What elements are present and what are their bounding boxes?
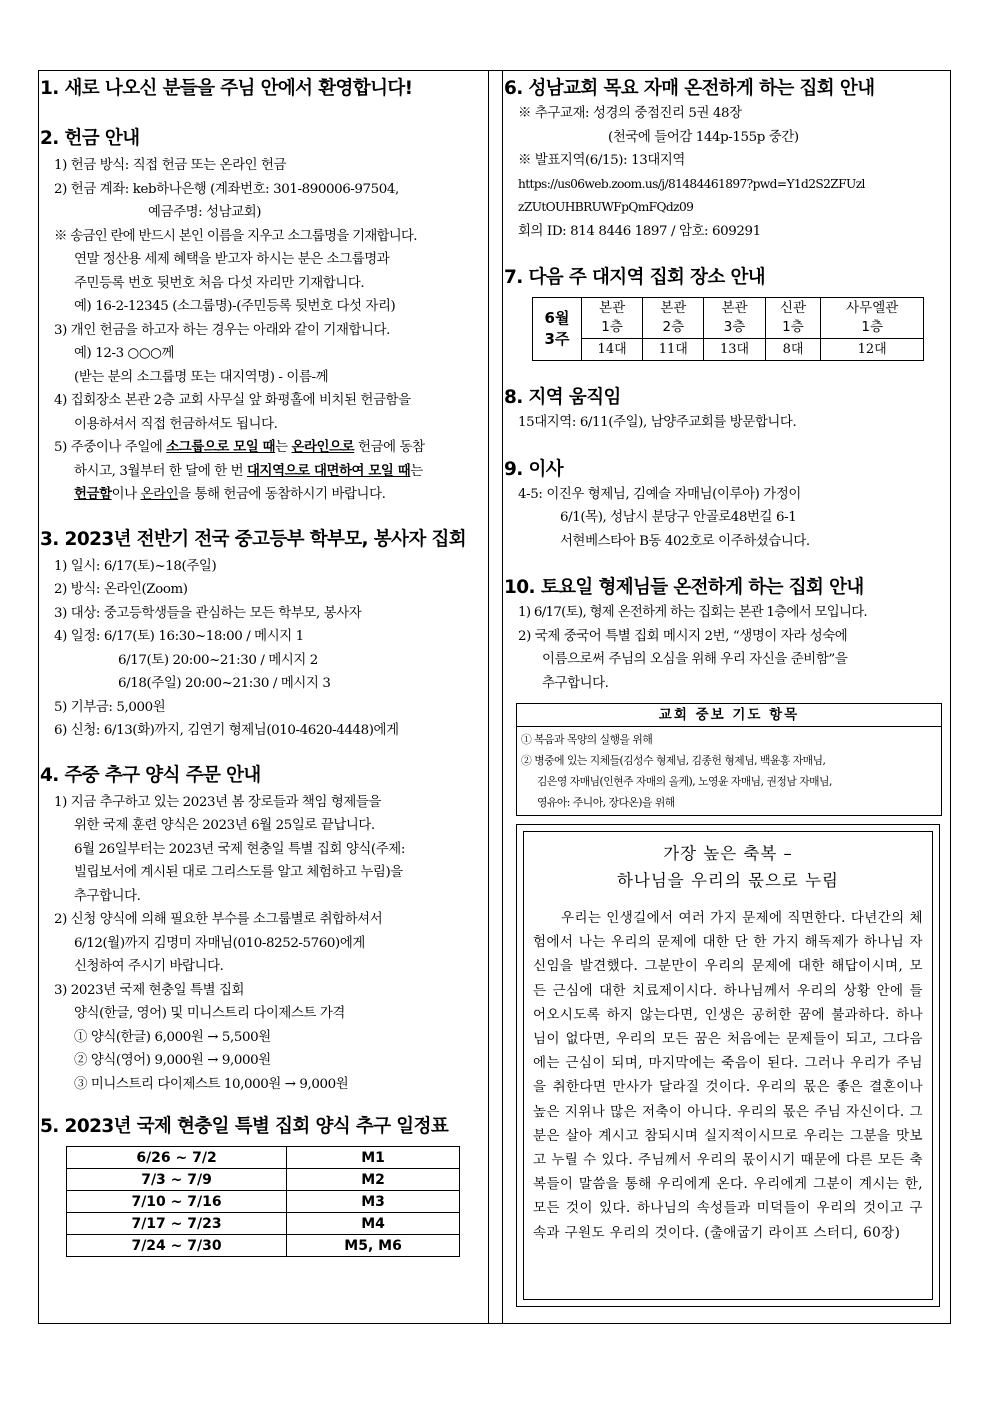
location-table [532, 297, 924, 361]
text-span: 는 [275, 440, 292, 455]
section-title: 4. 주중 추구 양식 주문 안내 [40, 764, 261, 786]
date-cell: 7/17 ~ 7/23 [67, 1213, 287, 1235]
table-row [67, 1169, 460, 1191]
section-offering [40, 126, 486, 507]
text-line: 6) 신청: 6/13(화)까지, 김연기 형제님(010-4620-4448)에게 [54, 723, 399, 738]
text-line: 1) 헌금 방식: 직접 헌금 또는 온라인 헌금 [54, 158, 287, 173]
prayer-item: ② 병중에 있는 지체들(김성수 형제님, 김종헌 형제님, 백윤홍 자매님, [521, 754, 826, 767]
section-title: 5. 2023년 국제 현충일 특별 집회 양식 추구 일정표 [40, 1116, 449, 1137]
note-line: ※ 추구교재: 성경의 중점진리 5권 48장 [518, 106, 742, 121]
date-cell: 7/24 ~ 7/30 [67, 1235, 287, 1257]
building-cell [765, 298, 821, 339]
date-cell: 6/26 ~ 7/2 [67, 1147, 287, 1169]
text-line: (받는 분의 소그룹명 또는 대지역명) - 이름-께 [74, 369, 329, 385]
emphasis-span: 헌금함 [74, 486, 112, 502]
text-line: 2) 헌금 계좌: keb하나은행 (계좌번호: 301-890006-97504, [54, 181, 399, 197]
section-title: 9. 이사 [504, 458, 564, 480]
text-span: 이나 [111, 487, 141, 502]
table-row [67, 1191, 460, 1213]
text-line: 6/18(주일) 20:00~21:30 / 메시지 3 [118, 676, 331, 691]
date-cell: 7/3 ~ 7/9 [67, 1169, 287, 1191]
left-column [40, 74, 486, 1257]
text-line: (천국에 들어감 144p-155p 중간) [608, 129, 799, 145]
week-cell [533, 298, 582, 361]
building-name: 사무엘관 [846, 300, 899, 316]
text-line: 연말 정산용 세제 혜택을 받고자 하시는 분은 소그룹명과 [74, 252, 390, 267]
section-title: 7. 다음 주 대지역 집회 장소 안내 [504, 267, 765, 288]
prayer-title: 교회 중보 기도 항목 [517, 704, 941, 727]
text-line: 이름으로써 주님의 오심을 위해 우리 자신을 준비함”을 [542, 652, 848, 667]
building-cell [582, 298, 643, 339]
building-name: 본관 [660, 300, 687, 316]
text-line: 예) 12-3 ○○○께 [74, 346, 174, 361]
text-line: 1) 지금 추구하고 있는 2023년 봄 장로들과 책임 형제들을 [54, 794, 381, 810]
message-cell: M1 [287, 1147, 460, 1169]
text-line: 빌립보서에 계시된 대로 그리스도를 알고 체험하고 누림)을 [74, 865, 403, 880]
text-line: 3) 대상: 중고등학생들을 관심하는 모든 학부모, 봉사자 [54, 605, 362, 621]
building-name: 본관 [721, 300, 748, 316]
building-floor: 3층 [723, 319, 746, 335]
text-line: 1) 일시: 6/17(토)~18(주일) [54, 558, 217, 574]
emphasis-span: 온라인으로 [291, 439, 355, 455]
section-sisters-meeting [504, 76, 950, 243]
note-line: ※ 송금인 란에 반드시 본인 이름을 지우고 소그룹명을 기재합니다. [54, 228, 417, 244]
price-line: ③ 미니스트리 다이제스트 10,000원 → 9,000원 [74, 1076, 349, 1092]
section-title: 2. 헌금 안내 [40, 128, 140, 149]
section-welcome [40, 76, 486, 102]
zoom-link[interactable]: zZUtOUHBRUWFpQmFQdz09 [518, 200, 694, 214]
message-cell: M4 [287, 1213, 460, 1235]
section-title: 8. 지역 움직임 [504, 387, 621, 408]
building-cell [643, 298, 704, 339]
text-span: 는 [410, 463, 423, 479]
text-line: 4) 집회장소 본관 2층 교회 사무실 앞 화평홀에 비치된 헌금함을 [54, 393, 411, 408]
blessing-box [516, 824, 940, 1307]
text-line: 6/17(토) 20:00~21:30 / 메시지 2 [118, 652, 318, 668]
text-line [40, 483, 486, 507]
section-title: 3. 2023년 전반기 전국 중고등부 학부모, 봉사자 집회 [40, 528, 466, 550]
table-row [67, 1147, 460, 1169]
right-column [504, 74, 950, 1307]
date-cell: 7/10 ~ 7/16 [67, 1191, 287, 1213]
text-line [40, 460, 486, 484]
text-line: 2) 국제 중국어 특별 집회 메시지 2번, “생명이 자라 성숙에 [518, 628, 848, 644]
text-span: 헌금에 동참 [354, 440, 425, 455]
zoom-link[interactable]: https://us06web.zoom.us/j/81484461897?pwd=Y1d2S2ZFUzl [518, 176, 865, 191]
week-number: 3주 [544, 330, 570, 348]
text-line: 추구합니다. [74, 888, 141, 904]
prayer-box [516, 703, 942, 816]
text-line: 1) 6/17(토), 형제 온전하게 하는 집회는 본관 1층에서 모입니다. [518, 605, 867, 620]
emphasis-span: 대지역으로 대면하여 모일 때 [247, 462, 411, 479]
building-floor: 1층 [601, 319, 623, 335]
price-line: ② 양식(영어) 9,000원 → 9,000원 [74, 1053, 271, 1068]
blessing-text: 우리는 인생길에서 여러 가지 문제에 직면한다. 다년간의 체험에서 나는 우리의 문제에 대한 단 한 가지 해독제가 하나님 자신임을 발견했다. 그분만이 우리의 문제에 대한 해답이시며, 모든 근심에 대한 치료제이시다. 하나님께서 우리의 상황 안에 들어오시도록 하지 않는다면, 인생은 공허한 꿈에 불과하다. 하나님이 없다면, 우리의 모든 꿈은 처음에는 문제들이 되고, 그다음에는 근심이 되며, 마지막에는 죽음이 된다. 그러나 우리가 주님을 취한다면 만사가 달라질 것이다. 우리의 몫은 좋은 결혼이나 높은 지위나 많은 저축이 아니다. 우리의 몫은 주님 자신이다. 그분은 살아 계시고 참되시며 실지적이시므로 우리는 그분을 맛보고 누릴 수 있다. 주님께서 우리의 몫이시기 때문에 다른 모든 축복들이 말씀을 통해 우리에게 온다. 우리에게 그분이 계시는 한, 모든 것이 있다. 하나님의 속성들과 미덕들이 우리의 것이고 구속과 구원도 우리의 것이다. (출애굽기 라이프 스터디, 60장) [533, 910, 923, 1241]
blessing-subtitle: 하나님을 우리의 몫으로 누림 [616, 871, 839, 890]
zone-cell: 8대 [765, 339, 821, 361]
text-span: 하시고, 3월부터 한 달에 한 번 [74, 463, 248, 479]
text-line: 5) 기부금: 5,000원 [54, 699, 166, 715]
building-cell [704, 298, 765, 339]
text-line: 서현베스타아 B동 402호로 이주하셨습니다. [560, 533, 810, 549]
section-locations [504, 265, 950, 361]
building-name: 신관 [779, 300, 807, 316]
table-row [533, 298, 924, 339]
section-material-order [40, 763, 486, 1097]
week-month: 6월 [544, 309, 570, 327]
price-line: ① 양식(한글) 6,000원 → 5,500원 [74, 1029, 271, 1045]
section-brothers-meeting [504, 575, 950, 695]
text-line: 6/1(목), 성남시 분당구 안골로48번길 6-1 [560, 510, 797, 525]
text-line: 양식(한글, 영어) 및 미니스트리 다이제스트 가격 [74, 1006, 345, 1021]
column-divider-right [502, 70, 503, 1324]
text-line: 회의 ID: 814 8446 1897 / 암호: 609291 [518, 223, 761, 239]
text-line: 6월 26일부터는 2023년 국제 현충일 특별 집회 양식(주제: [74, 841, 405, 857]
zone-cell: 14대 [582, 339, 643, 361]
message-cell: M5, M6 [287, 1235, 460, 1257]
text-span: 5) 주중이나 주일에 [54, 440, 167, 455]
text-line: 예금주명: 성남교회) [148, 205, 262, 220]
section-title: 1. 새로 나오신 분들을 주님 안에서 환영합니다! [40, 78, 413, 99]
table-row [67, 1235, 460, 1257]
section-conference [40, 527, 486, 743]
schedule-table [66, 1146, 460, 1257]
section-title: 6. 성남교회 목요 자매 온전하게 하는 집회 안내 [504, 78, 875, 99]
section-title: 10. 토요일 형제님들 온전하게 하는 집회 안내 [504, 577, 864, 598]
note-line: ※ 발표지역(6/15): 13대지역 [518, 153, 685, 168]
table-row [533, 339, 924, 361]
text-line: 4) 일정: 6/17(토) 16:30~18:00 / 메시지 1 [54, 629, 304, 644]
text-line: 2) 신청 양식에 의해 필요한 부수를 소그룹별로 취합하셔서 [54, 912, 383, 927]
section-regional-activity [504, 385, 950, 435]
column-divider-left [488, 70, 489, 1324]
text-line: 위한 국제 훈련 양식은 2023년 6월 25일로 끝납니다. [74, 818, 375, 833]
building-floor: 2층 [662, 319, 685, 335]
text-line: 예) 16-2-12345 (소그룹명)-(주민등록 뒷번호 다섯 자리) [74, 299, 396, 314]
message-cell: M3 [287, 1191, 460, 1213]
text-line: 신청하여 주시기 바랍니다. [74, 959, 224, 974]
prayer-item: 영유아: 주니아, 장다온)을 위해 [537, 796, 675, 809]
zone-cell: 11대 [643, 339, 704, 361]
text-line: 6/12(월)까지 김명미 자매님(010-8252-5760)에게 [74, 935, 365, 951]
emphasis-span: 소그룹으로 모일 때 [166, 439, 276, 455]
text-line [40, 436, 486, 460]
section-moving [504, 457, 950, 554]
emphasis-span: 온라인 [140, 487, 179, 502]
building-name: 본관 [599, 300, 626, 316]
section-schedule [40, 1114, 486, 1257]
text-span: 을 통해 헌금에 동참하시기 바랍니다. [178, 487, 386, 502]
prayer-item: 김은영 자매님(인현주 자매의 올케), 노영윤 자매님, 권정남 자매님, [537, 775, 832, 788]
text-line: 15대지역: 6/11(주일), 남양주교회를 방문합니다. [518, 415, 797, 430]
text-line: 3) 2023년 국제 현충일 특별 집회 [54, 982, 245, 998]
zone-cell: 13대 [704, 339, 765, 361]
table-row [67, 1213, 460, 1235]
text-line: 이용하셔서 직접 헌금하셔도 됩니다. [74, 416, 278, 432]
text-line: 추구합니다. [542, 675, 609, 691]
text-line: 2) 방식: 온라인(Zoom) [54, 582, 188, 597]
zone-cell: 12대 [821, 339, 924, 361]
text-line: 3) 개인 헌금을 하고자 하는 경우는 아래와 같이 기재합니다. [54, 322, 390, 338]
message-cell: M2 [287, 1169, 460, 1191]
text-line: 4-5: 이진우 형제님, 김예슬 자매님(이루아) 가정이 [518, 486, 801, 502]
building-floor: 1층 [782, 319, 804, 335]
text-line: 주민등록 번호 뒷번호 처음 다섯 자리만 기재합니다. [74, 275, 365, 291]
blessing-title: 가장 높은 축복 – [663, 844, 793, 863]
building-cell [821, 298, 924, 339]
building-floor: 1층 [861, 319, 884, 335]
prayer-item: ① 복음과 목양의 실행을 위해 [521, 733, 653, 746]
